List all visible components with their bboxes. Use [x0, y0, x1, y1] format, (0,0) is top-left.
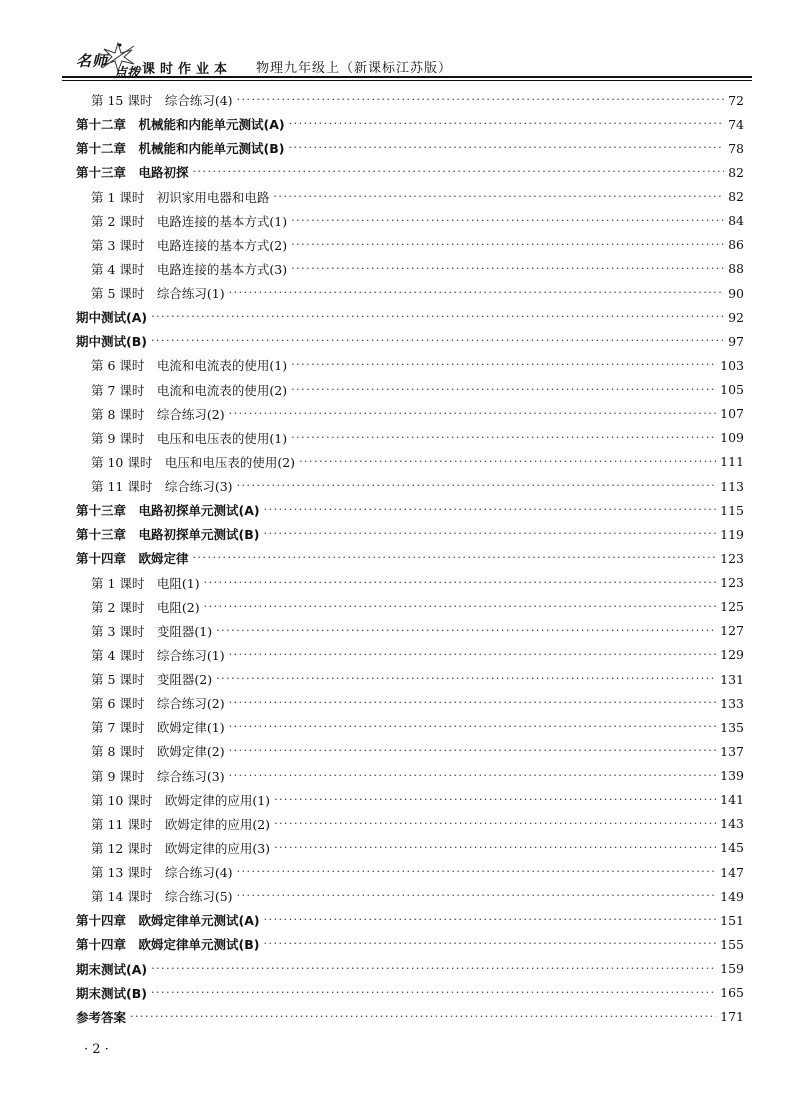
toc-leader-dots — [151, 334, 724, 348]
toc-page-number: 78 — [728, 140, 744, 156]
toc-entry-label: 第 5 课时 变阻器(2) — [91, 672, 213, 688]
toc-page-number: 82 — [728, 189, 744, 205]
toc-lesson-entry[interactable] — [76, 474, 744, 498]
toc-leader-dots — [130, 1010, 716, 1024]
book-title: 物理九年级上（新课标江苏版） — [256, 61, 453, 76]
toc-chapter-entry[interactable] — [76, 546, 744, 570]
toc-page-number: 135 — [720, 719, 744, 735]
logo-text-secondary: 点拨 — [114, 66, 141, 81]
toc-lesson-entry[interactable] — [76, 739, 744, 763]
toc-entry-label: 第十四章 欧姆定律 — [76, 551, 189, 567]
toc-page-number: 92 — [728, 309, 744, 325]
toc-page-number: 137 — [720, 743, 744, 759]
series-title: 课时作业本 — [142, 62, 233, 77]
toc-leader-dots — [229, 696, 717, 710]
toc-lesson-entry[interactable] — [76, 233, 744, 257]
toc-entry-label: 第 7 课时 电流和电流表的使用(2) — [91, 382, 288, 398]
toc-entry-label: 第 8 课时 综合练习(2) — [91, 406, 225, 422]
toc-leader-dots — [151, 962, 716, 976]
toc-page-number: 109 — [720, 430, 744, 446]
toc-lesson-entry[interactable] — [76, 378, 744, 402]
toc-lesson-entry[interactable] — [76, 619, 744, 643]
toc-page-number: 141 — [720, 792, 744, 808]
toc-page-number: 82 — [728, 164, 744, 180]
toc-lesson-entry[interactable] — [76, 884, 744, 908]
toc-page-number: 113 — [720, 478, 744, 494]
toc-leader-dots — [237, 865, 717, 879]
toc-leader-dots — [216, 624, 716, 638]
toc-page-number: 103 — [720, 357, 744, 373]
toc-entry-label: 第 13 课时 综合练习(4) — [91, 865, 233, 881]
toc-lesson-entry[interactable] — [76, 571, 744, 595]
toc-page-number: 97 — [728, 333, 744, 349]
toc-page-number: 125 — [720, 599, 744, 615]
toc-page-number: 165 — [720, 985, 744, 1001]
toc-page-number: 143 — [720, 816, 744, 832]
toc-leader-dots — [204, 600, 717, 614]
toc-page-number: 72 — [728, 92, 744, 108]
toc-chapter-entry[interactable] — [76, 160, 744, 184]
toc-page-number: 145 — [720, 840, 744, 856]
toc-page-number: 151 — [720, 912, 744, 928]
toc-leader-dots — [299, 455, 716, 469]
toc-entry-label: 期中测试(B) — [76, 334, 147, 350]
toc-leader-dots — [263, 527, 716, 541]
toc-entry-label: 第十四章 欧姆定律单元测试(A) — [76, 913, 260, 929]
toc-entry-label: 第 14 课时 综合练习(5) — [91, 889, 233, 905]
table-of-contents — [76, 88, 744, 1029]
toc-entry-label: 期中测试(A) — [76, 310, 148, 326]
toc-chapter-entry[interactable] — [76, 136, 744, 160]
toc-leader-dots — [291, 431, 716, 445]
toc-page-number: 90 — [728, 285, 744, 301]
toc-page-number: 84 — [728, 213, 744, 229]
toc-leader-dots — [291, 262, 724, 276]
toc-page-number: 88 — [728, 261, 744, 277]
toc-entry-label: 参考答案 — [76, 1009, 127, 1025]
toc-entry-label: 第十二章 机械能和内能单元测试(B) — [76, 141, 285, 157]
toc-page-number: 133 — [720, 695, 744, 711]
toc-entry-label: 第 1 课时 电阻(1) — [91, 575, 200, 591]
toc-chapter-entry[interactable] — [76, 522, 744, 546]
toc-entry-label: 第十三章 电路初探 — [76, 165, 189, 181]
toc-chapter-entry[interactable] — [76, 932, 744, 956]
toc-chapter-entry[interactable] — [76, 112, 744, 136]
toc-entry-label: 第 1 课时 初识家用电器和电路 — [91, 189, 270, 205]
toc-page-number: 123 — [720, 550, 744, 566]
toc-leader-dots — [237, 889, 717, 903]
toc-entry-label: 第 4 课时 综合练习(1) — [91, 647, 225, 663]
toc-entry-label: 第十四章 欧姆定律单元测试(B) — [76, 937, 260, 953]
toc-lesson-entry[interactable] — [76, 281, 744, 305]
toc-leader-dots — [291, 214, 724, 228]
toc-page-number: 159 — [720, 961, 744, 977]
toc-leader-dots — [264, 913, 717, 927]
toc-lesson-entry[interactable] — [76, 788, 744, 812]
toc-chapter-entry[interactable] — [76, 957, 744, 981]
toc-leader-dots — [229, 769, 717, 783]
toc-leader-dots — [229, 648, 717, 662]
toc-entry-label: 第 10 课时 欧姆定律的应用(1) — [91, 792, 271, 808]
toc-leader-dots — [274, 793, 716, 807]
toc-lesson-entry[interactable] — [76, 185, 744, 209]
toc-entry-label: 第 2 课时 电路连接的基本方式(1) — [91, 213, 288, 229]
toc-chapter-entry[interactable] — [76, 981, 744, 1005]
page-header — [62, 40, 752, 80]
toc-lesson-entry[interactable] — [76, 595, 744, 619]
toc-page-number: 127 — [720, 623, 744, 639]
toc-entry-label: 第十三章 电路初探单元测试(A) — [76, 503, 260, 519]
toc-entry-label: 第 11 课时 欧姆定律的应用(2) — [91, 816, 271, 832]
toc-leader-dots — [151, 310, 724, 324]
toc-page-number: 115 — [720, 502, 744, 518]
toc-entry-label: 第 3 课时 电路连接的基本方式(2) — [91, 237, 288, 253]
toc-page-number: 131 — [720, 671, 744, 687]
toc-lesson-entry[interactable] — [76, 836, 744, 860]
toc-entry-label: 第 11 课时 综合练习(3) — [91, 479, 233, 495]
toc-lesson-entry[interactable] — [76, 353, 744, 377]
toc-lesson-entry[interactable] — [76, 812, 744, 836]
toc-leader-dots — [229, 744, 717, 758]
toc-entry-label: 第 8 课时 欧姆定律(2) — [91, 744, 225, 760]
toc-lesson-entry[interactable] — [76, 450, 744, 474]
toc-leader-dots — [237, 479, 717, 493]
toc-entry-label: 第 5 课时 综合练习(1) — [91, 286, 225, 302]
toc-page-number: 155 — [720, 936, 744, 952]
header-rule-thin — [62, 80, 752, 81]
toc-leader-dots — [193, 551, 717, 565]
toc-entry-label: 第十三章 电路初探单元测试(B) — [76, 527, 260, 543]
toc-page-number: 111 — [720, 454, 744, 470]
toc-chapter-entry[interactable] — [76, 305, 744, 329]
toc-entry-label: 第 7 课时 欧姆定律(1) — [91, 720, 225, 736]
toc-page-number: 105 — [720, 382, 744, 398]
toc-entry-label: 第 3 课时 变阻器(1) — [91, 623, 213, 639]
toc-lesson-entry[interactable] — [76, 643, 744, 667]
toc-page-number: 74 — [728, 116, 744, 132]
toc-leader-dots — [229, 286, 724, 300]
toc-entry-label: 第 2 课时 电阻(2) — [91, 599, 200, 615]
toc-entry-label: 第 6 课时 综合练习(2) — [91, 696, 225, 712]
toc-leader-dots — [288, 141, 724, 155]
toc-entry-label: 第 15 课时 综合练习(4) — [91, 93, 233, 109]
toc-leader-dots — [291, 358, 716, 372]
toc-leader-dots — [274, 817, 716, 831]
toc-lesson-entry[interactable] — [76, 426, 744, 450]
toc-entry-label: 第 9 课时 电压和电压表的使用(1) — [91, 430, 288, 446]
toc-lesson-entry[interactable] — [76, 715, 744, 739]
toc-chapter-entry[interactable] — [76, 498, 744, 522]
toc-entry-label: 第 4 课时 电路连接的基本方式(3) — [91, 261, 288, 277]
toc-lesson-entry[interactable] — [76, 257, 744, 281]
toc-chapter-entry[interactable] — [76, 1005, 744, 1029]
toc-leader-dots — [237, 93, 725, 107]
toc-entry-label: 第 12 课时 欧姆定律的应用(3) — [91, 840, 271, 856]
toc-entry-label: 第 10 课时 电压和电压表的使用(2) — [91, 454, 296, 470]
toc-leader-dots — [193, 165, 725, 179]
toc-lesson-entry[interactable] — [76, 860, 744, 884]
toc-leader-dots — [204, 576, 717, 590]
toc-page-number: 139 — [720, 768, 744, 784]
toc-page-number: 149 — [720, 888, 744, 904]
toc-lesson-entry[interactable] — [76, 764, 744, 788]
toc-lesson-entry[interactable] — [76, 667, 744, 691]
toc-lesson-entry[interactable] — [76, 402, 744, 426]
toc-chapter-entry[interactable] — [76, 908, 744, 932]
toc-lesson-entry[interactable] — [76, 691, 744, 715]
toc-page-number: 171 — [720, 1009, 744, 1025]
toc-lesson-entry[interactable] — [76, 209, 744, 233]
toc-leader-dots — [216, 672, 716, 686]
toc-lesson-entry[interactable] — [76, 88, 744, 112]
toc-chapter-entry[interactable] — [76, 329, 744, 353]
toc-entry-label: 第十二章 机械能和内能单元测试(A) — [76, 117, 285, 133]
toc-page-number: 119 — [720, 526, 744, 542]
toc-leader-dots — [291, 383, 716, 397]
toc-leader-dots — [273, 190, 724, 204]
toc-page-number: 147 — [720, 864, 744, 880]
toc-leader-dots — [289, 117, 724, 131]
toc-page-number: 123 — [720, 575, 744, 591]
toc-entry-label: 第 6 课时 电流和电流表的使用(1) — [91, 358, 288, 374]
toc-entry-label: 期末测试(B) — [76, 985, 147, 1001]
toc-page-number: 107 — [720, 406, 744, 422]
header-rule — [62, 76, 752, 78]
toc-leader-dots — [263, 937, 716, 951]
toc-leader-dots — [264, 503, 717, 517]
logo-text-primary: 名师 — [76, 52, 109, 70]
toc-leader-dots — [291, 238, 724, 252]
toc-leader-dots — [151, 986, 716, 1000]
toc-page-number: 129 — [720, 647, 744, 663]
toc-leader-dots — [229, 407, 717, 421]
page-number: · 2 · — [84, 1042, 109, 1057]
toc-leader-dots — [274, 841, 716, 855]
toc-page-number: 86 — [728, 237, 744, 253]
toc-leader-dots — [229, 720, 717, 734]
toc-entry-label: 期末测试(A) — [76, 961, 148, 977]
toc-entry-label: 第 9 课时 综合练习(3) — [91, 768, 225, 784]
